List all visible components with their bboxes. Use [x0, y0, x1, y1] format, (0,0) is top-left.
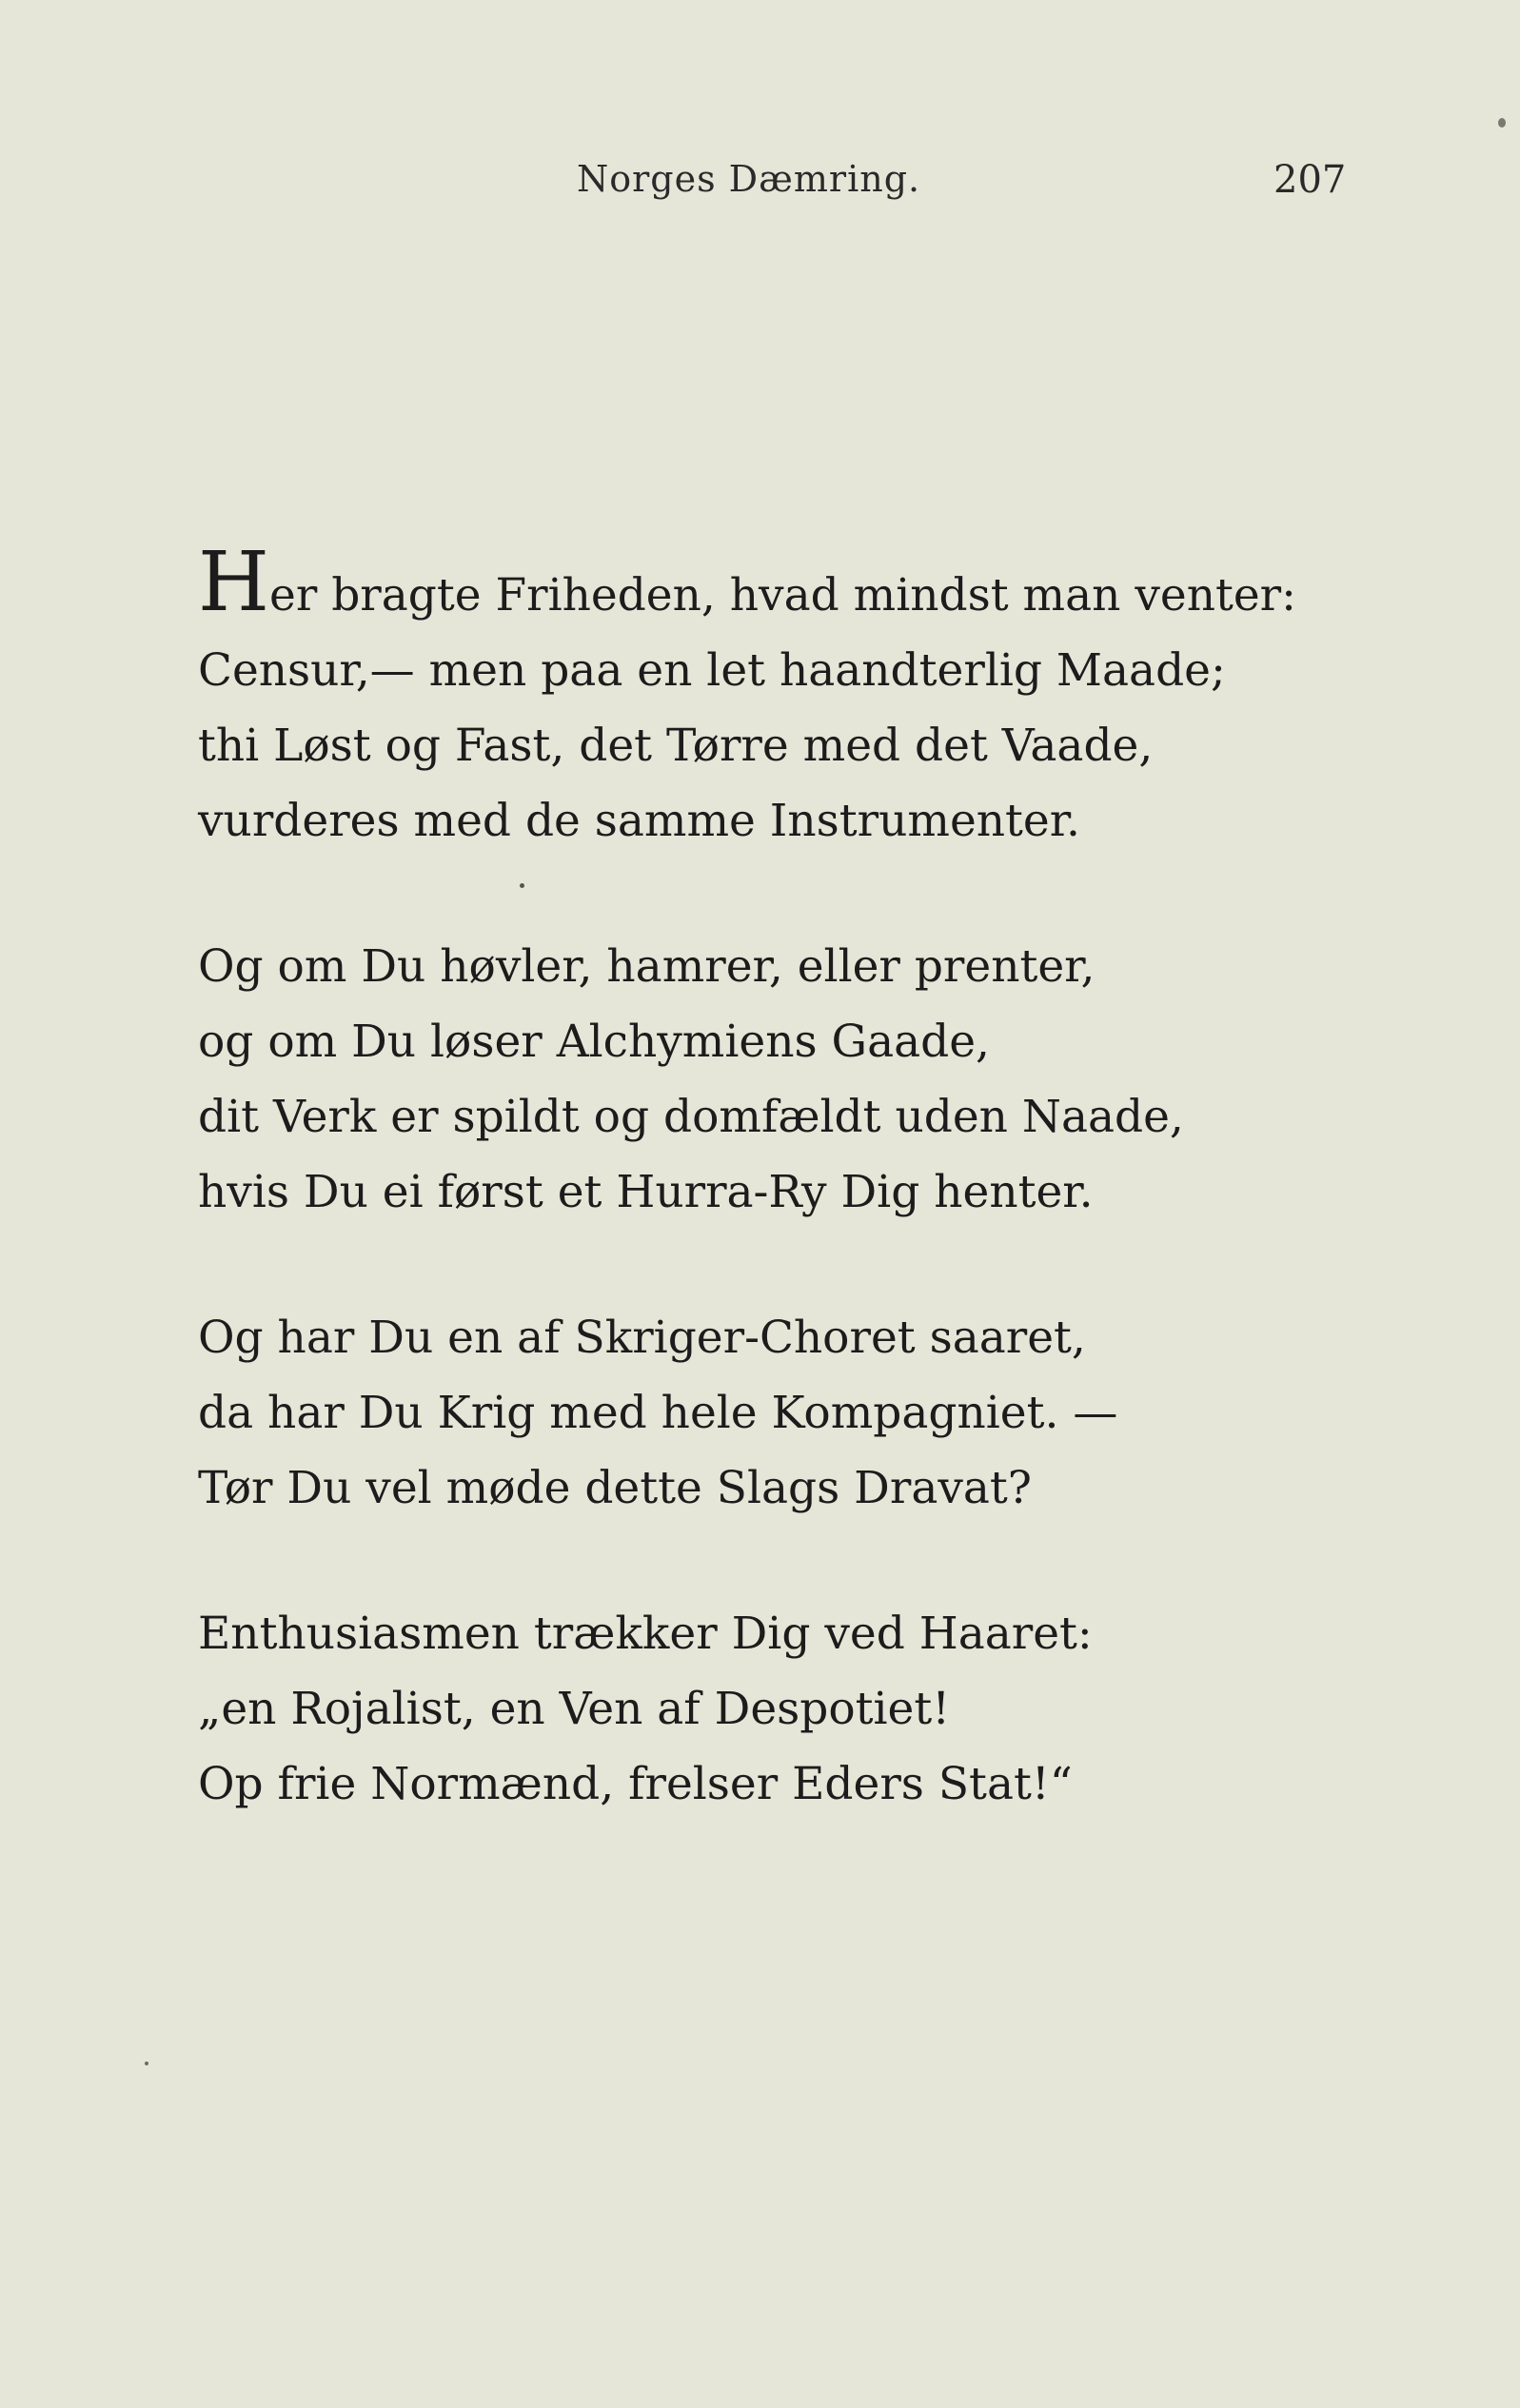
- poem: [198, 535, 1388, 1892]
- poem-line: hvis Du ei først et Hurra-Ry Dig henter.: [198, 1166, 1094, 1218]
- stanza-2: [198, 929, 1388, 1230]
- ink-speck: [520, 883, 524, 888]
- poem-line: dit Verk er spildt og domfældt uden Naade,: [198, 1091, 1184, 1143]
- ink-speck: [145, 2062, 148, 2065]
- poem-line: og om Du løser Alchymiens Gaade,: [198, 1016, 990, 1068]
- poem-line: Og har Du en af Skriger-Choret saaret,: [198, 1312, 1086, 1364]
- poem-line: Og om Du høvler, hamrer, eller prenter,: [198, 940, 1096, 993]
- poem-line: Censur,— men paa en let haandterlig Maade;: [198, 644, 1226, 697]
- stanza-1: [198, 535, 1388, 859]
- running-head: [0, 158, 1520, 215]
- poem-line: da har Du Krig med hele Kompagniet. —: [198, 1387, 1118, 1439]
- poem-line: „en Rojalist, en Ven af Despotiet!: [198, 1683, 951, 1735]
- poem-line: Her bragte Friheden, hvad mindst man venter:: [198, 535, 1296, 630]
- stanza-3: [198, 1300, 1388, 1526]
- poem-line: vurderes med de samme Instrumenter.: [198, 795, 1080, 847]
- ink-speck: [1498, 118, 1506, 128]
- poem-line: Op frie Normænd, frelser Eders Stat!“: [198, 1758, 1073, 1810]
- stanza-4: [198, 1596, 1388, 1822]
- poem-line: thi Løst og Fast, det Tørre med det Vaade,: [198, 720, 1154, 772]
- page-number: 207: [1273, 158, 1347, 202]
- poem-line: Enthusiasmen trækker Dig ved Haaret:: [198, 1608, 1093, 1660]
- running-title: Norges Dæmring.: [577, 158, 921, 200]
- poem-line: Tør Du vel møde dette Slags Dravat?: [198, 1462, 1032, 1514]
